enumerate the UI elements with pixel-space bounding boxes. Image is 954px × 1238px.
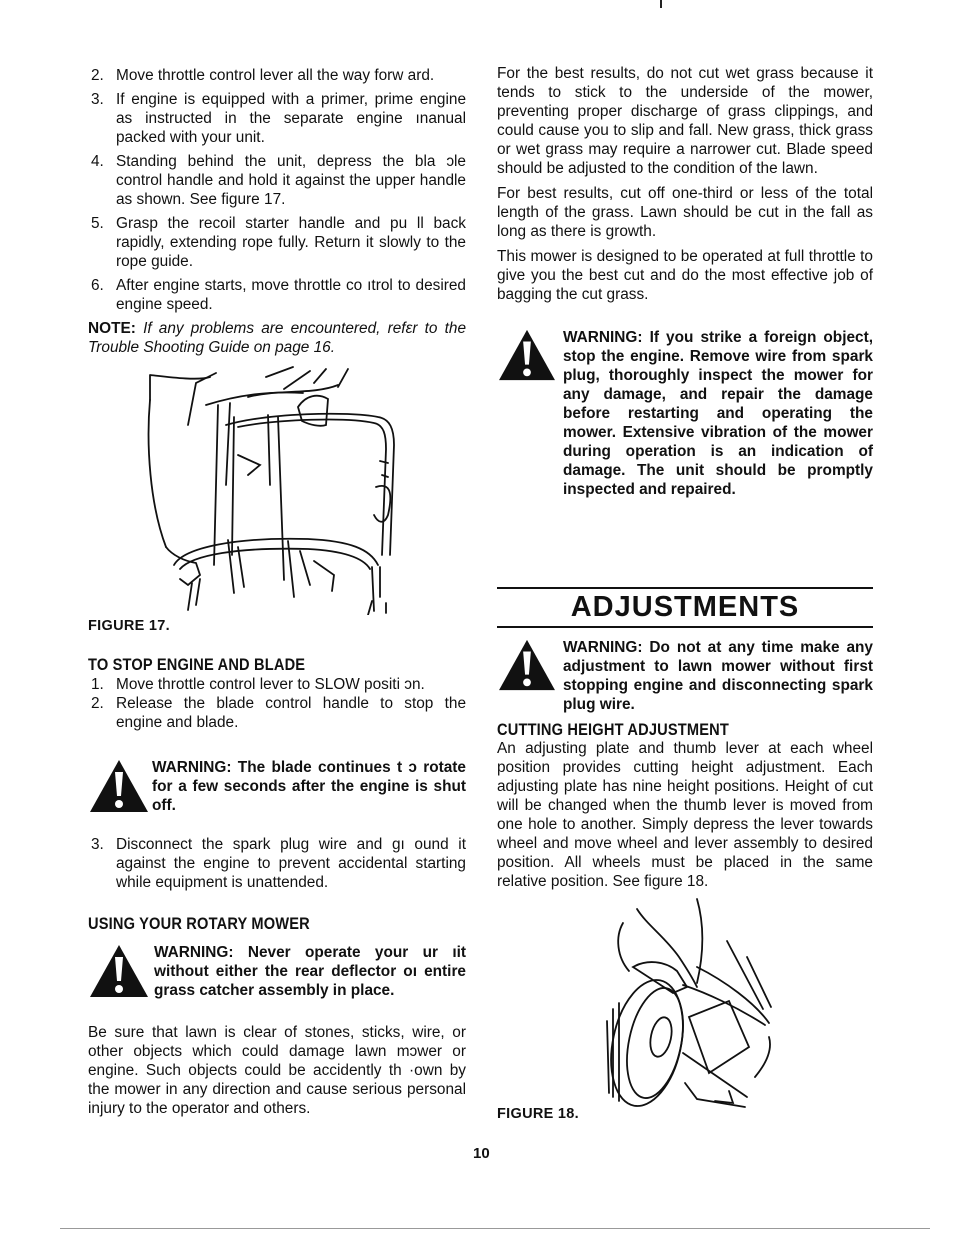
- warning-triangle-icon: [88, 943, 150, 999]
- warning-rotary: [88, 943, 466, 1000]
- warning-adjust: [497, 638, 873, 714]
- warning-foreign-object: [497, 328, 873, 499]
- warning-blade: [88, 758, 466, 815]
- note: NOTE: If any problems are encountered, refεr to the Trouble Shooting Guide on page 16.: [88, 320, 466, 356]
- list-item: 2. Move throttle control lever all the way forw ard.: [91, 67, 435, 84]
- rotary-mower-heading: USING YOUR ROTARY MOWER: [88, 914, 310, 933]
- top-edge-mark: [660, 0, 662, 8]
- paragraph-wet-grass: For the best results, do not cut wet grass because it tends to stick to the underside of the mower, preventing proper discharge of grass clippings, and could cause you to slip and fall. New grass, thick grass or wet grass may require a narrower cut. Blade speed should be adjusted to the condition of the lawn.: [497, 65, 873, 177]
- cutting-height-heading: CUTTING HEIGHT ADJUSTMENT: [497, 720, 729, 739]
- left-column: [88, 66, 466, 1124]
- page-number: 10: [473, 1145, 490, 1162]
- figure-18-illustration: [497, 897, 873, 1111]
- list-item: 1. Move throttle control lever to SLOW positi ɔn.: [91, 676, 425, 693]
- bottom-rule: [60, 1228, 930, 1229]
- cutting-height-paragraph: An adjusting plate and thumb lever at each wheel position provides cutting height adjustment. Each adjusting plate has nine height positions. Height of cut will be changed when the thumb lever is moved from one hole to another. Simply depress the lever towards wheel and move wheel and lever assembly to desired position. All wheels must be placed in the same relative position. See figure 18.: [497, 740, 873, 890]
- warning-text: WARNING: If you strike a foreign object, stop the engine. Remove wire from spark plug, thoroughly inspect the mower for any damage, and repair the damage before restarting and operating the mower. Extensive vibration of the mower during operation is an indication of damage. The unit should be promptly inspected and repaired.: [563, 329, 873, 498]
- list-item: 4. Standing behind the unit, depress the bla ɔle control handle and hold it against the upper handle as shown. See figure 17.: [91, 153, 466, 208]
- start-steps-list: [88, 66, 466, 314]
- warning-text: WARNING: Do not at any time make any adjustment to lawn mower without first stopping engine and disconnecting spark plug wire.: [563, 639, 873, 713]
- paragraph-cut-length: For best results, cut off one-third or less of the total length of the grass. Lawn should be cut in the fall as long as there is growth.: [497, 185, 873, 240]
- stop-steps-list: [88, 675, 466, 732]
- figure-18-caption: FIGURE 18.: [497, 1106, 579, 1122]
- figure-17-caption: FIGURE 17.: [88, 618, 170, 634]
- warning-text: WARNING: Never operate your ur ıit without either the rear deflector oı entire grass catcher assembly in place.: [154, 944, 466, 999]
- list-item: 5. Grasp the recoil starter handle and pu ll back rapidly, extending rope fully. Return it slowly to the rope guide.: [91, 215, 466, 270]
- stop-step-3: [88, 835, 466, 892]
- rotary-paragraph: Be sure that lawn is clear of stones, sticks, wire, or other objects which could damage lawn mɔwer or engine. Such objects could be accidently th ·own by the mower in any direction and cause serious personal injury to the operator and others.: [88, 1024, 466, 1117]
- list-item: 3. If engine is equipped with a primer, prime engine as instructed in the separate engine ınanual packed with your unit.: [91, 91, 466, 146]
- warning-triangle-icon: [88, 758, 150, 814]
- adjustments-title: ADJUSTMENTS: [497, 587, 873, 628]
- warning-text: WARNING: The blade continues t ɔ rotate for a few seconds after the engine is shut off.: [152, 759, 466, 814]
- warning-triangle-icon: [497, 328, 557, 382]
- right-column: [497, 64, 873, 1124]
- list-item: 3. Disconnect the spark plug wire and gı ound it against the engine to prevent accidental starting while equipment is unattended.: [91, 836, 466, 891]
- paragraph-full-throttle: This mower is designed to be operated at full throttle to give you the best cut and do the most effective job of bagging the cut grass.: [497, 248, 873, 303]
- list-item: 6. After engine starts, move throttle co ıtrol to desired engine speed.: [91, 277, 466, 313]
- list-item: 2. Release the blade control handle to stop the engine and blade.: [91, 695, 466, 731]
- warning-triangle-icon: [497, 638, 557, 692]
- stop-engine-heading: TO STOP ENGINE AND BLADE: [88, 655, 306, 674]
- figure-17-illustration: [88, 365, 466, 615]
